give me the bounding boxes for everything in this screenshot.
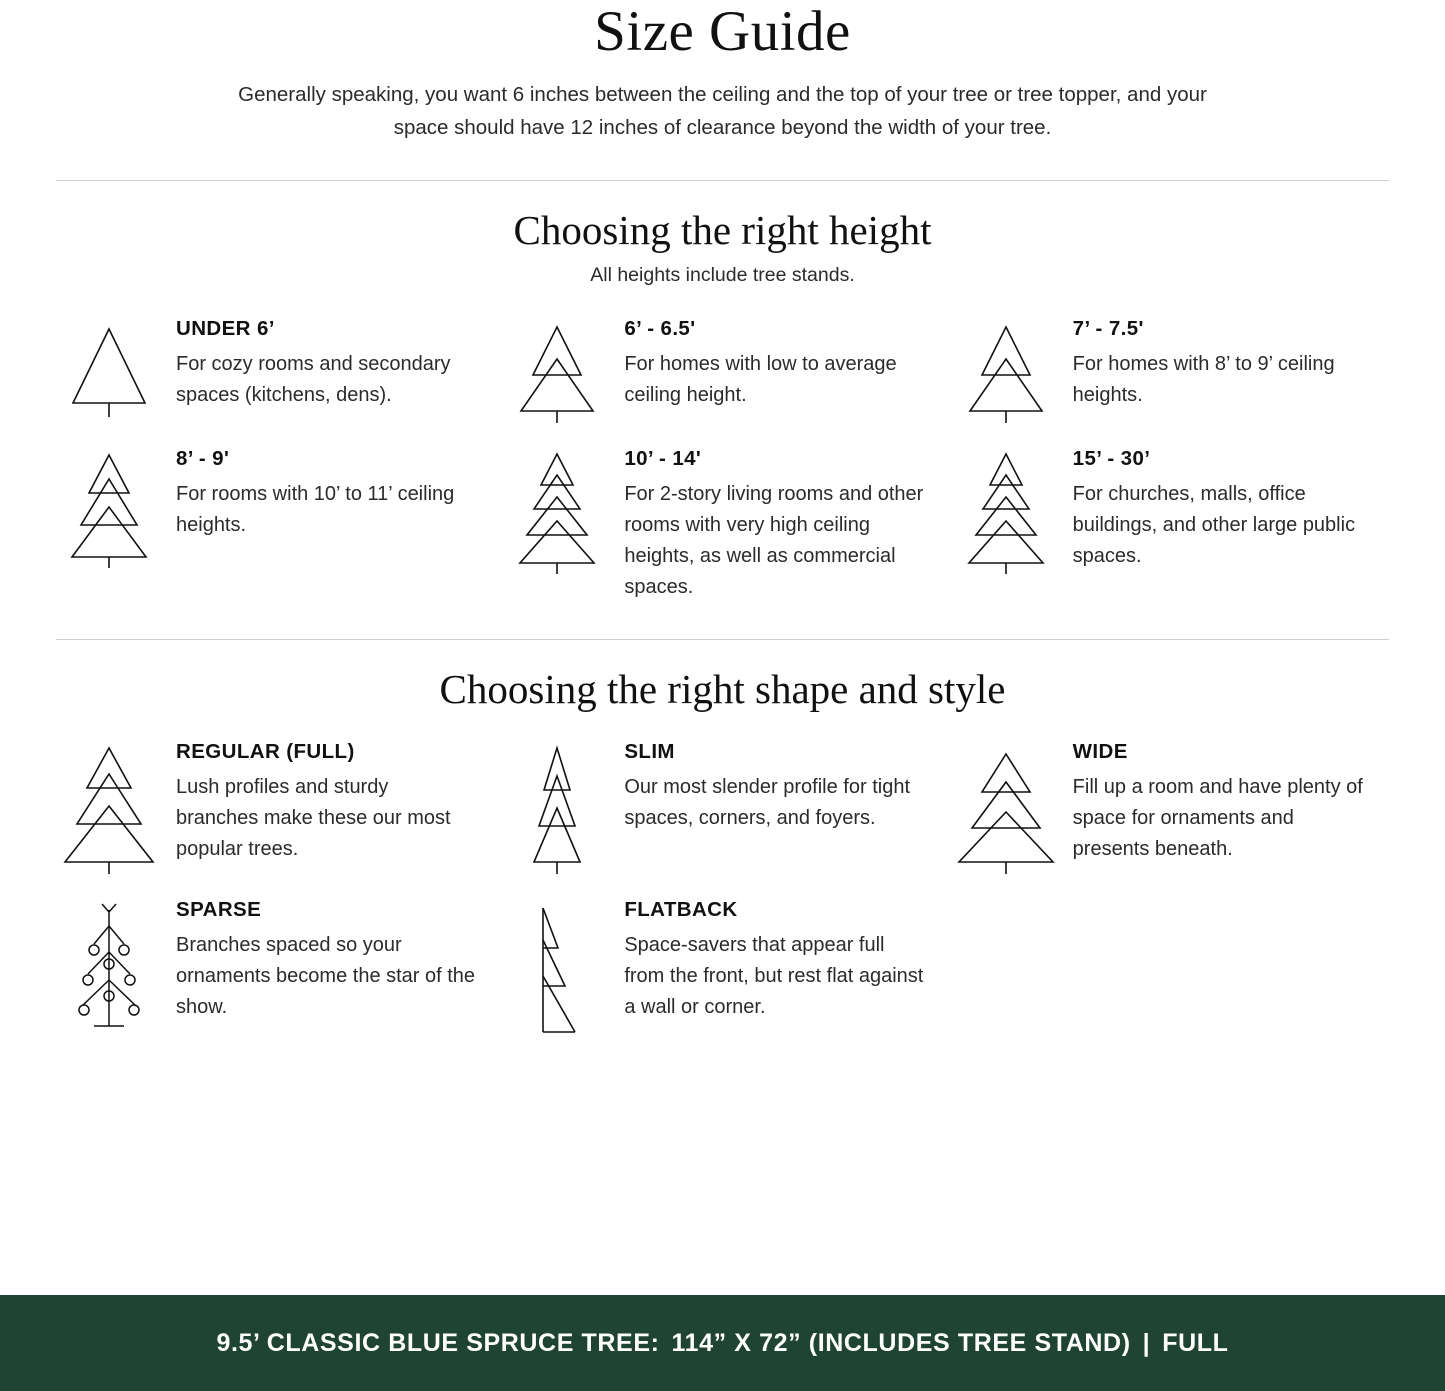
shape-option-label: REGULAR (FULL) <box>176 739 355 763</box>
height-option-text <box>176 445 481 541</box>
height-option-10-14 <box>504 445 940 603</box>
height-option-desc: For homes with low to average ceiling height. <box>624 353 897 407</box>
height-option-desc: For homes with 8’ to 9’ ceiling heights. <box>1072 353 1335 407</box>
shape-option-text <box>1073 738 1373 865</box>
height-option-text <box>1073 445 1378 572</box>
tree-wide-icon <box>953 738 1059 878</box>
height-option-text <box>624 315 929 411</box>
shape-section-title: Choosing the right shape and style <box>439 666 1006 713</box>
tree-tier-2-icon <box>504 315 610 431</box>
shape-option-label: SLIM <box>624 739 675 763</box>
height-option-7-7-5 <box>953 315 1389 431</box>
height-option-desc: For 2-story living rooms and other rooms with very high ceiling heights, as well as commercial spaces. <box>624 483 924 599</box>
divider-middle <box>56 639 1389 640</box>
tree-tier-4-icon <box>953 445 1059 579</box>
height-option-label: 7’ - 7.5' <box>1072 317 1144 341</box>
tree-tier-3-icon <box>56 445 162 573</box>
height-option-desc: For rooms with 10’ to 11’ ceiling heights. <box>176 483 455 537</box>
height-section-note: All heights include tree stands. <box>590 264 855 287</box>
height-option-text <box>624 445 929 603</box>
footer-dimensions: 114” X 72” (INCLUDES TREE STAND) <box>671 1328 1131 1357</box>
shape-options-grid <box>56 738 1389 1040</box>
page-title: Size Guide <box>594 0 851 63</box>
shape-option-label: FLATBACK <box>624 897 738 921</box>
shape-option-slim <box>504 738 940 878</box>
shape-option-regular <box>56 738 492 878</box>
shape-option-flatback <box>504 896 940 1040</box>
height-option-under-6 <box>56 315 492 431</box>
shape-option-desc: Lush profiles and sturdy branches make these our most popular trees. <box>176 775 451 860</box>
tree-tier-1-icon <box>56 315 162 427</box>
height-option-15-30 <box>953 445 1389 603</box>
height-option-label: 10’ - 14' <box>624 447 702 471</box>
shape-option-text <box>176 738 476 865</box>
height-options-grid <box>56 315 1389 603</box>
page-subtitle: Generally speaking, you want 6 inches between the ceiling and the top of your tree or tree topper, and your space should have 12 inches of clearance beyond the width of your tree. <box>238 82 1207 140</box>
tree-sparse-icon <box>56 896 162 1040</box>
height-option-desc: For cozy rooms and secondary spaces (kitchens, dens). <box>176 353 451 407</box>
tree-slim-icon <box>504 738 610 878</box>
height-option-label: UNDER 6’ <box>176 317 275 341</box>
product-summary-bar <box>0 1295 1445 1391</box>
tree-tier-4-icon <box>504 445 610 579</box>
footer-shape: FULL <box>1162 1328 1229 1357</box>
footer-product-name: 9.5’ CLASSIC BLUE SPRUCE TREE: <box>216 1328 660 1357</box>
height-option-text <box>176 315 481 411</box>
height-option-desc: For churches, malls, office buildings, and other large public spaces. <box>1072 483 1356 568</box>
shape-option-sparse <box>56 896 492 1040</box>
height-option-8-9 <box>56 445 492 603</box>
tree-regular-icon <box>56 738 162 878</box>
divider-top <box>56 180 1389 181</box>
height-option-label: 6’ - 6.5' <box>624 317 696 341</box>
tree-flatback-icon <box>504 896 610 1040</box>
height-section-title: Choosing the right height <box>513 207 932 254</box>
shape-option-label: WIDE <box>1072 739 1128 763</box>
shape-option-text <box>176 896 476 1023</box>
shape-option-wide <box>953 738 1389 878</box>
height-option-6-6-5 <box>504 315 940 431</box>
tree-tier-2-icon <box>953 315 1059 431</box>
height-option-label: 8’ - 9' <box>176 447 230 471</box>
shape-option-text <box>624 738 924 834</box>
height-option-text <box>1073 315 1378 411</box>
footer-separator: | <box>1142 1328 1151 1357</box>
shape-option-desc: Fill up a room and have plenty of space for ornaments and presents beneath. <box>1072 775 1363 860</box>
shape-option-desc: Branches spaced so your ornaments become the star of the show. <box>176 933 476 1018</box>
shape-option-desc: Our most slender profile for tight spaces, corners, and foyers. <box>624 775 911 829</box>
shape-option-label: SPARSE <box>176 897 262 921</box>
shape-option-desc: Space-savers that appear full from the front, but rest flat against a wall or corner. <box>624 933 924 1018</box>
height-option-label: 15’ - 30’ <box>1072 447 1151 471</box>
shape-option-text <box>624 896 924 1023</box>
